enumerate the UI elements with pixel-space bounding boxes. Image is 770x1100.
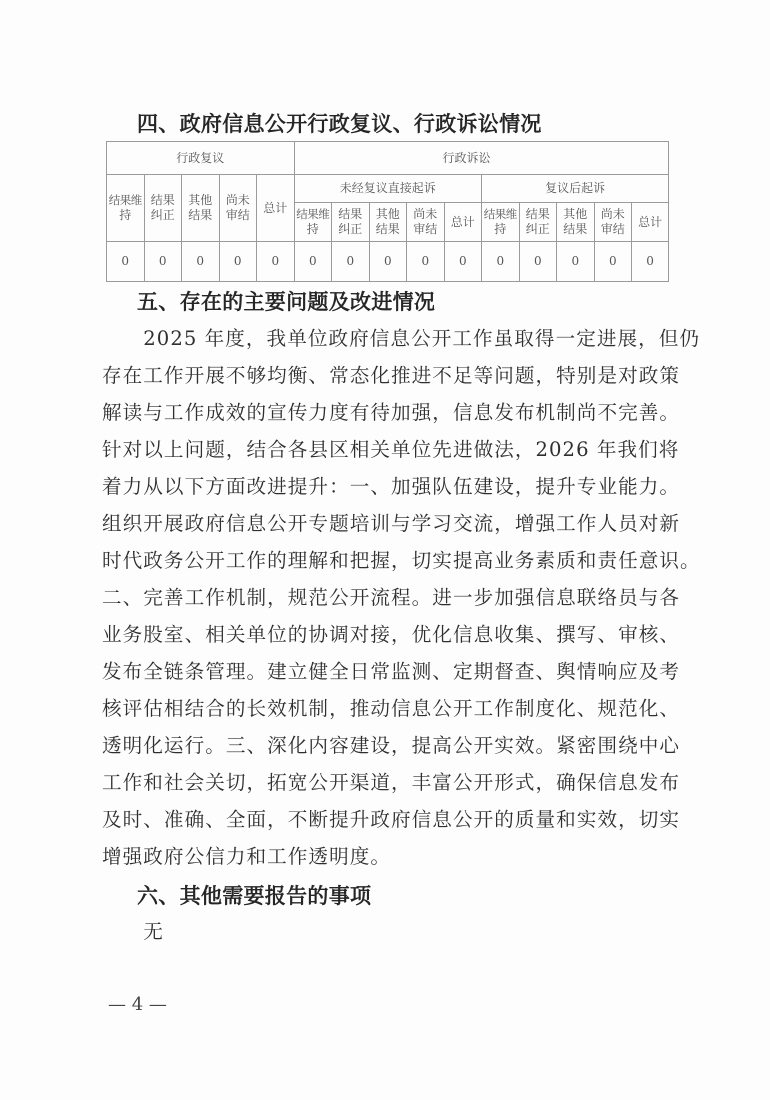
paragraph-line: 及时、准确、全面，不断提升政府信息公开的质量和实效，切实 <box>102 808 681 831</box>
column-header-line: 其他 <box>188 193 213 207</box>
column-header-line: 审结 <box>413 222 438 236</box>
paragraph-line: 透明化运行。三、深化内容建设，提高公开实效。紧密围绕中心 <box>102 734 681 757</box>
column-header-line: 结果维 <box>296 207 330 221</box>
column-header-line: 尚未 <box>413 207 438 221</box>
column-header <box>107 175 145 242</box>
paragraph-line: 核评估相结合的长效机制，推动信息公开工作制度化、规范化、 <box>102 697 681 720</box>
paragraph-line: 增强政府公信力和工作透明度。 <box>102 845 392 868</box>
table-cell: 0 <box>594 242 632 282</box>
table-cell: 0 <box>482 242 520 282</box>
column-header-line: 总计 <box>638 214 663 229</box>
column-header-line: 结果 <box>525 207 550 221</box>
table-cell: 0 <box>632 242 669 282</box>
column-header-line: 审结 <box>225 208 250 222</box>
review-litigation-table <box>106 141 668 282</box>
column-header-line: 结果维 <box>108 193 142 207</box>
paragraph-line: 业务股室、相关单位的协调对接，优化信息收集、撰写、审核、 <box>102 623 681 646</box>
column-header <box>519 203 557 242</box>
column-header-line: 结果 <box>375 222 400 236</box>
column-header <box>407 203 445 242</box>
column-header-line: 纠正 <box>525 222 550 236</box>
paragraph-line: 时代政务公开工作的理解和把握，切实提高业务素质和责任意识。 <box>102 549 701 572</box>
table-cell: 0 <box>107 242 145 282</box>
paragraph-line: 工作和社会关切，拓宽公开渠道，丰富公开形式，确保信息发布 <box>102 771 681 794</box>
column-header-line: 结果 <box>338 207 363 221</box>
table-cell: 0 <box>444 242 482 282</box>
table-cell: 0 <box>407 242 445 282</box>
section6-body: 无 <box>102 920 164 943</box>
table-cell: 0 <box>144 242 182 282</box>
column-header <box>482 203 520 242</box>
column-header <box>632 203 669 242</box>
column-header-line: 总计 <box>450 214 475 229</box>
section4-heading: 四、政府信息公开行政复议、行政诉讼情况 <box>137 112 542 136</box>
page-number: — 4 — <box>108 994 167 1015</box>
table-cell: 0 <box>219 242 257 282</box>
column-header <box>182 175 220 242</box>
column-header <box>444 203 482 242</box>
column-header <box>557 203 595 242</box>
column-header-line: 其他 <box>375 207 400 221</box>
column-header-line: 总计 <box>263 200 288 215</box>
paragraph-line: 针对以上问题，结合各县区相关单位先进做法，2026 年我们将 <box>102 438 680 461</box>
paragraph-line: 存在工作开展不够均衡、常态化推进不足等问题，特别是对政策 <box>102 364 681 387</box>
paragraph-line: 发布全链条管理。建立健全日常监测、定期督查、舆情响应及考 <box>102 660 681 683</box>
header-litigation-after-review: 复议后起诉 <box>482 175 669 203</box>
column-header-line: 持 <box>119 208 132 222</box>
header-admin-litigation: 行政诉讼 <box>294 142 669 175</box>
column-header-line: 结果 <box>188 208 213 222</box>
column-header <box>144 175 182 242</box>
header-admin-review: 行政复议 <box>107 142 295 175</box>
paragraph-line: 着力从以下方面改进提升：一、加强队伍建设，提升专业能力。 <box>102 475 681 498</box>
column-header-line: 结果 <box>563 222 588 236</box>
column-header-line: 结果 <box>150 193 175 207</box>
paragraph-line: 解读与工作成效的宣传力度有待加强，信息发布机制尚不完善。 <box>102 401 681 424</box>
section6-heading: 六、其他需要报告的事项 <box>137 884 372 908</box>
table-cell: 0 <box>332 242 370 282</box>
table-row <box>107 242 669 282</box>
column-header <box>369 203 407 242</box>
column-header-line: 纠正 <box>338 222 363 236</box>
paragraph-line: 组织开展政府信息公开专题培训与学习交流，增强工作人员对新 <box>102 512 681 535</box>
table-cell: 0 <box>182 242 220 282</box>
column-header <box>219 175 257 242</box>
column-header-line: 持 <box>494 222 507 236</box>
section5-heading: 五、存在的主要问题及改进情况 <box>137 290 436 314</box>
table-cell: 0 <box>294 242 332 282</box>
column-header <box>594 203 632 242</box>
column-header-line: 持 <box>306 222 319 236</box>
table-cell: 0 <box>557 242 595 282</box>
column-header-line: 尚未 <box>600 207 625 221</box>
column-header-line: 审结 <box>600 222 625 236</box>
table-cell: 0 <box>257 242 295 282</box>
table-cell: 0 <box>519 242 557 282</box>
column-header-line: 结果维 <box>483 207 517 221</box>
column-header <box>332 203 370 242</box>
column-header-line: 纠正 <box>150 208 175 222</box>
table-cell: 0 <box>369 242 407 282</box>
column-header <box>257 175 295 242</box>
column-header-line: 其他 <box>563 207 588 221</box>
column-header-line: 尚未 <box>225 193 250 207</box>
column-header <box>294 203 332 242</box>
header-direct-litigation: 未经复议直接起诉 <box>294 175 482 203</box>
paragraph-line: 二、完善工作机制，规范公开流程。进一步加强信息联络员与各 <box>102 586 681 609</box>
paragraph-line: 2025 年度，我单位政府信息公开工作虽取得一定进展，但仍 <box>102 327 701 350</box>
